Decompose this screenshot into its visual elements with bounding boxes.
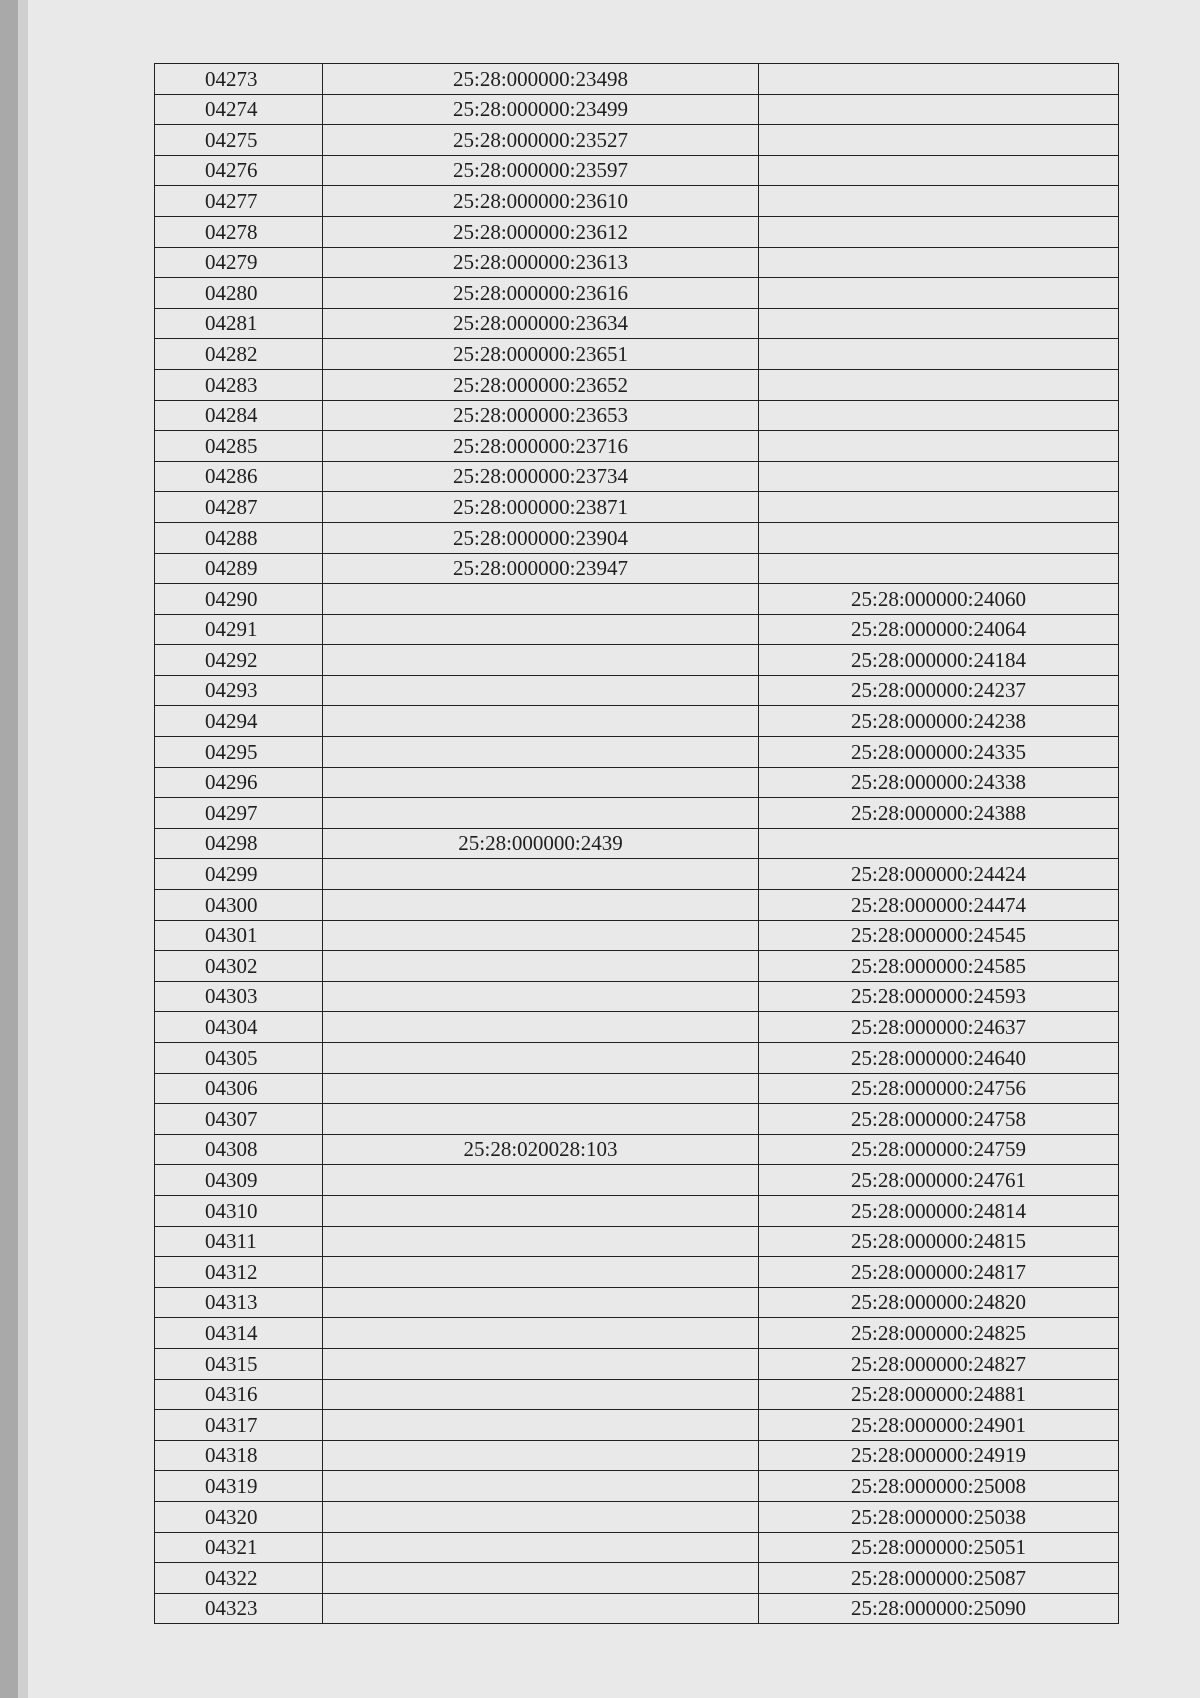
cadastral-number-cell-b [759, 553, 1119, 584]
cadastral-number-cell-b: 25:28:000000:24545 [759, 920, 1119, 951]
cadastral-number-cell-b: 25:28:000000:25087 [759, 1563, 1119, 1594]
table-row [155, 1318, 1119, 1349]
cadastral-number-cell-b [759, 125, 1119, 156]
row-number-cell: 04280 [155, 278, 323, 309]
cadastral-number-cell-a [323, 767, 759, 798]
cadastral-number-cell-a [323, 951, 759, 982]
scan-shadow-edge [0, 0, 18, 1698]
cadastral-number-cell-a [323, 1501, 759, 1532]
row-number-cell: 04308 [155, 1134, 323, 1165]
cadastral-number-cell-a [323, 1563, 759, 1594]
row-number-cell: 04320 [155, 1501, 323, 1532]
row-number-cell: 04314 [155, 1318, 323, 1349]
cadastral-number-cell-a [323, 1257, 759, 1288]
cadastral-number-cell-b [759, 828, 1119, 859]
row-number-cell: 04319 [155, 1471, 323, 1502]
cadastral-number-cell-a: 25:28:000000:23947 [323, 553, 759, 584]
row-number-cell: 04306 [155, 1073, 323, 1104]
table-row [155, 400, 1119, 431]
table-row [155, 155, 1119, 186]
row-number-cell: 04281 [155, 308, 323, 339]
row-number-cell: 04291 [155, 614, 323, 645]
table-row [155, 706, 1119, 737]
cadastral-number-cell-a: 25:28:000000:23716 [323, 431, 759, 462]
row-number-cell: 04301 [155, 920, 323, 951]
cadastral-number-cell-a: 25:28:000000:23653 [323, 400, 759, 431]
row-number-cell: 04321 [155, 1532, 323, 1563]
table-row [155, 675, 1119, 706]
table-row [155, 1012, 1119, 1043]
cadastral-number-cell-b: 25:28:000000:24060 [759, 584, 1119, 615]
row-number-cell: 04313 [155, 1287, 323, 1318]
cadastral-number-cell-a: 25:28:000000:23634 [323, 308, 759, 339]
row-number-cell: 04309 [155, 1165, 323, 1196]
table-row [155, 1134, 1119, 1165]
row-number-cell: 04298 [155, 828, 323, 859]
cadastral-number-cell-a [323, 1532, 759, 1563]
cadastral-number-cell-b: 25:28:000000:24817 [759, 1257, 1119, 1288]
row-number-cell: 04288 [155, 522, 323, 553]
row-number-cell: 04300 [155, 890, 323, 921]
table-row [155, 1104, 1119, 1135]
row-number-cell: 04279 [155, 247, 323, 278]
row-number-cell: 04310 [155, 1195, 323, 1226]
row-number-cell: 04307 [155, 1104, 323, 1135]
cadastral-number-cell-a [323, 1593, 759, 1624]
cadastral-number-cell-b: 25:28:000000:24388 [759, 798, 1119, 829]
cadastral-number-cell-a [323, 920, 759, 951]
cadastral-number-cell-b: 25:28:000000:24474 [759, 890, 1119, 921]
cadastral-number-cell-a [323, 1440, 759, 1471]
cadastral-number-cell-a [323, 981, 759, 1012]
cadastral-number-cell-a: 25:28:000000:23734 [323, 461, 759, 492]
cadastral-number-cell-a: 25:28:000000:23651 [323, 339, 759, 370]
cadastral-number-cell-b: 25:28:000000:24424 [759, 859, 1119, 890]
cadastral-number-cell-a: 25:28:000000:23616 [323, 278, 759, 309]
cadastral-number-cell-b: 25:28:000000:24820 [759, 1287, 1119, 1318]
cadastral-number-cell-a [323, 798, 759, 829]
cadastral-number-cell-a [323, 1226, 759, 1257]
cadastral-number-cell-a: 25:28:000000:23499 [323, 94, 759, 125]
cadastral-number-cell-b [759, 492, 1119, 523]
table-row [155, 1471, 1119, 1502]
cadastral-number-cell-b: 25:28:000000:25051 [759, 1532, 1119, 1563]
cadastral-number-cell-a: 25:28:000000:23904 [323, 522, 759, 553]
row-number-cell: 04304 [155, 1012, 323, 1043]
cadastral-number-cell-b [759, 308, 1119, 339]
row-number-cell: 04278 [155, 216, 323, 247]
table-row [155, 1195, 1119, 1226]
cadastral-number-cell-b: 25:28:000000:24759 [759, 1134, 1119, 1165]
cadastral-number-cell-b: 25:28:000000:24064 [759, 614, 1119, 645]
row-number-cell: 04273 [155, 64, 323, 95]
row-number-cell: 04316 [155, 1379, 323, 1410]
cadastral-number-cell-a: 25:28:000000:2439 [323, 828, 759, 859]
table-row [155, 1226, 1119, 1257]
table-row [155, 247, 1119, 278]
cadastral-number-cell-b: 25:28:000000:24184 [759, 645, 1119, 676]
cadastral-number-cell-b: 25:28:000000:24814 [759, 1195, 1119, 1226]
cadastral-number-cell-a: 25:28:000000:23498 [323, 64, 759, 95]
table-row [155, 890, 1119, 921]
cadastral-number-cell-a [323, 1348, 759, 1379]
cadastral-number-cell-a [323, 1287, 759, 1318]
table-row [155, 614, 1119, 645]
cadastral-number-cell-a [323, 1043, 759, 1074]
table-row [155, 920, 1119, 951]
cadastral-number-cell-a: 25:28:000000:23610 [323, 186, 759, 217]
cadastral-number-cell-b: 25:28:000000:24758 [759, 1104, 1119, 1135]
cadastral-number-cell-b: 25:28:000000:25008 [759, 1471, 1119, 1502]
row-number-cell: 04292 [155, 645, 323, 676]
row-number-cell: 04322 [155, 1563, 323, 1594]
cadastral-number-cell-a [323, 1379, 759, 1410]
row-number-cell: 04277 [155, 186, 323, 217]
table-row [155, 1043, 1119, 1074]
cadastral-number-cell-a [323, 1410, 759, 1441]
table-row [155, 645, 1119, 676]
cadastral-number-cell-b [759, 278, 1119, 309]
row-number-cell: 04297 [155, 798, 323, 829]
cadastral-number-cell-b: 25:28:000000:24640 [759, 1043, 1119, 1074]
cadastral-number-cell-a: 25:28:000000:23613 [323, 247, 759, 278]
table-row [155, 951, 1119, 982]
cadastral-number-cell-a: 25:28:020028:103 [323, 1134, 759, 1165]
cadastral-number-cell-a [323, 1318, 759, 1349]
cadastral-number-cell-b [759, 400, 1119, 431]
table-body [155, 64, 1119, 1624]
scan-shadow-fade [18, 0, 28, 1698]
cadastral-number-cell-b: 25:28:000000:24238 [759, 706, 1119, 737]
table-row [155, 278, 1119, 309]
table-row [155, 1593, 1119, 1624]
table-row [155, 1165, 1119, 1196]
cadastral-number-cell-b [759, 186, 1119, 217]
cadastral-number-cell-a [323, 1471, 759, 1502]
cadastral-number-cell-a [323, 1104, 759, 1135]
cadastral-number-cell-b: 25:28:000000:24901 [759, 1410, 1119, 1441]
row-number-cell: 04311 [155, 1226, 323, 1257]
table-row [155, 737, 1119, 768]
row-number-cell: 04295 [155, 737, 323, 768]
cadastral-number-cell-b: 25:28:000000:25090 [759, 1593, 1119, 1624]
row-number-cell: 04286 [155, 461, 323, 492]
table-row [155, 431, 1119, 462]
row-number-cell: 04287 [155, 492, 323, 523]
cadastral-number-cell-a [323, 675, 759, 706]
cadastral-number-cell-a [323, 859, 759, 890]
table-row [155, 859, 1119, 890]
table-row [155, 1257, 1119, 1288]
table-row [155, 64, 1119, 95]
cadastral-number-cell-b: 25:28:000000:24827 [759, 1348, 1119, 1379]
cadastral-number-cell-a [323, 1195, 759, 1226]
cadastral-number-cell-b: 25:28:000000:24815 [759, 1226, 1119, 1257]
row-number-cell: 04289 [155, 553, 323, 584]
row-number-cell: 04282 [155, 339, 323, 370]
cadastral-number-cell-a [323, 706, 759, 737]
cadastral-number-cell-b: 25:28:000000:25038 [759, 1501, 1119, 1532]
cadastral-number-cell-b [759, 247, 1119, 278]
cadastral-number-cell-a: 25:28:000000:23597 [323, 155, 759, 186]
cadastral-number-cell-b: 25:28:000000:24637 [759, 1012, 1119, 1043]
cadastral-number-cell-b: 25:28:000000:24237 [759, 675, 1119, 706]
cadastral-number-cell-a: 25:28:000000:23652 [323, 369, 759, 400]
table-row [155, 553, 1119, 584]
cadastral-number-cell-b: 25:28:000000:24335 [759, 737, 1119, 768]
cadastral-number-cell-b [759, 369, 1119, 400]
cadastral-number-cell-a [323, 584, 759, 615]
row-number-cell: 04294 [155, 706, 323, 737]
cadastral-number-cell-b [759, 431, 1119, 462]
cadastral-number-cell-b [759, 216, 1119, 247]
row-number-cell: 04276 [155, 155, 323, 186]
table-row [155, 1563, 1119, 1594]
row-number-cell: 04315 [155, 1348, 323, 1379]
cadastral-number-cell-b [759, 64, 1119, 95]
table-row [155, 828, 1119, 859]
table-row [155, 94, 1119, 125]
cadastral-number-cell-a: 25:28:000000:23612 [323, 216, 759, 247]
cadastral-number-cell-b: 25:28:000000:24585 [759, 951, 1119, 982]
cadastral-number-cell-a [323, 1012, 759, 1043]
row-number-cell: 04302 [155, 951, 323, 982]
table-row [155, 186, 1119, 217]
cadastral-number-cell-b [759, 94, 1119, 125]
table-row [155, 1532, 1119, 1563]
cadastral-number-cell-b: 25:28:000000:24338 [759, 767, 1119, 798]
table-row [155, 216, 1119, 247]
table-row [155, 767, 1119, 798]
cadastral-number-cell-a: 25:28:000000:23871 [323, 492, 759, 523]
row-number-cell: 04312 [155, 1257, 323, 1288]
row-number-cell: 04303 [155, 981, 323, 1012]
cadastral-number-cell-b: 25:28:000000:24761 [759, 1165, 1119, 1196]
row-number-cell: 04284 [155, 400, 323, 431]
table-row [155, 981, 1119, 1012]
table-row [155, 461, 1119, 492]
row-number-cell: 04299 [155, 859, 323, 890]
row-number-cell: 04285 [155, 431, 323, 462]
row-number-cell: 04305 [155, 1043, 323, 1074]
cadastral-number-cell-b [759, 155, 1119, 186]
row-number-cell: 04317 [155, 1410, 323, 1441]
table-row [155, 798, 1119, 829]
cadastral-number-cell-b: 25:28:000000:24919 [759, 1440, 1119, 1471]
row-number-cell: 04293 [155, 675, 323, 706]
cadastral-number-table [154, 63, 1119, 1624]
cadastral-number-cell-a [323, 1165, 759, 1196]
table-row [155, 339, 1119, 370]
table-row [155, 584, 1119, 615]
table-row [155, 1379, 1119, 1410]
cadastral-number-cell-b [759, 461, 1119, 492]
table-row [155, 1073, 1119, 1104]
cadastral-number-cell-b: 25:28:000000:24756 [759, 1073, 1119, 1104]
row-number-cell: 04296 [155, 767, 323, 798]
cadastral-number-cell-b: 25:28:000000:24593 [759, 981, 1119, 1012]
table-row [155, 125, 1119, 156]
row-number-cell: 04318 [155, 1440, 323, 1471]
table-row [155, 1287, 1119, 1318]
cadastral-number-cell-a [323, 737, 759, 768]
cadastral-number-cell-b: 25:28:000000:24881 [759, 1379, 1119, 1410]
cadastral-number-cell-a [323, 890, 759, 921]
cadastral-number-cell-b [759, 522, 1119, 553]
row-number-cell: 04274 [155, 94, 323, 125]
table-row [155, 522, 1119, 553]
table-row [155, 1348, 1119, 1379]
row-number-cell: 04290 [155, 584, 323, 615]
table-row [155, 1440, 1119, 1471]
table-row [155, 1501, 1119, 1532]
cadastral-number-cell-a [323, 614, 759, 645]
cadastral-number-cell-b: 25:28:000000:24825 [759, 1318, 1119, 1349]
table-row [155, 308, 1119, 339]
cadastral-number-cell-b [759, 339, 1119, 370]
table-row [155, 492, 1119, 523]
row-number-cell: 04283 [155, 369, 323, 400]
cadastral-number-cell-a: 25:28:000000:23527 [323, 125, 759, 156]
table-row [155, 369, 1119, 400]
cadastral-number-cell-a [323, 645, 759, 676]
row-number-cell: 04275 [155, 125, 323, 156]
cadastral-number-cell-a [323, 1073, 759, 1104]
row-number-cell: 04323 [155, 1593, 323, 1624]
table-row [155, 1410, 1119, 1441]
